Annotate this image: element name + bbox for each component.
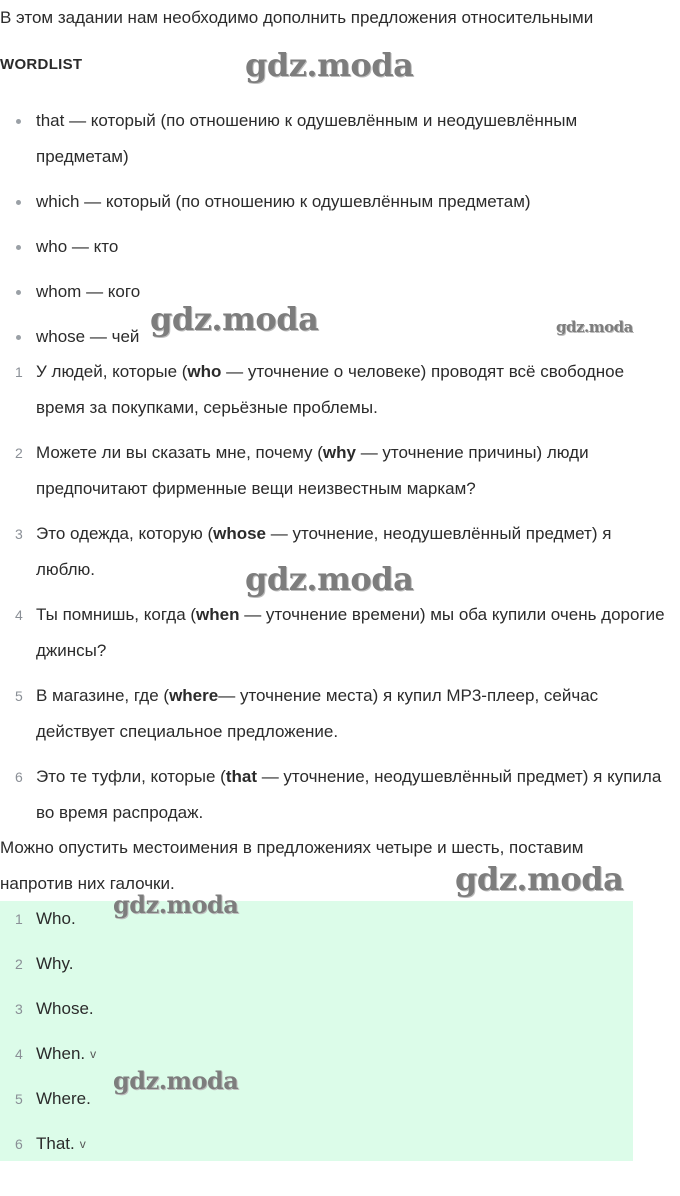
answer-item: 5 В магазине, где (where— уточнение места) я купил MP3-плеер, сейчас действует специальное предложение. — [0, 678, 670, 750]
list-number: 6 — [15, 1136, 23, 1152]
bullet-icon — [16, 200, 21, 205]
list-number: 3 — [15, 1001, 23, 1017]
list-number: 3 — [15, 526, 23, 542]
watermark: gdz.moda — [455, 860, 624, 898]
watermark: gdz.moda — [113, 1066, 239, 1095]
bullet-icon — [16, 335, 21, 340]
watermark: gdz.moda — [245, 560, 414, 598]
answer-word: when — [196, 605, 240, 624]
bullet-icon — [16, 119, 21, 124]
list-number: 5 — [15, 1091, 23, 1107]
short-answer-item: 5 Where. — [0, 1081, 96, 1117]
list-number: 1 — [15, 911, 23, 927]
list-item: who — кто — [0, 229, 660, 265]
watermark: gdz.moda — [150, 300, 319, 338]
list-number: 4 — [15, 1046, 23, 1062]
intro-text: В этом задании нам необходимо дополнить предложения относительными — [0, 8, 594, 27]
short-answer-item: 3 Whose. — [0, 991, 96, 1027]
list-number: 5 — [15, 688, 23, 704]
list-number: 2 — [15, 956, 23, 972]
list-number: 4 — [15, 607, 23, 623]
watermark: gdz.moda — [556, 318, 633, 336]
check-mark-icon: v — [79, 1137, 86, 1151]
answer-word: where — [169, 686, 219, 705]
short-answer-item: 6 That. v — [0, 1126, 96, 1162]
answer-word: who — [187, 362, 222, 381]
list-item: whom — кого — [0, 274, 660, 310]
answer-item: 2 Можете ли вы сказать мне, почему (why — уточнение причины) люди предпочитают фирменные вещи неизвестным маркам? — [0, 435, 670, 507]
wordlist-heading: WORDLIST — [0, 56, 83, 73]
bullet-icon — [16, 290, 21, 295]
answer-item: 3 Это одежда, которую (whose — уточнение, неодушевлённый предмет) я люблю. — [0, 516, 670, 588]
answer-item: 4 Ты помнишь, когда (when — уточнение времени) мы оба купили очень дорогие джинсы? — [0, 597, 670, 669]
watermark: gdz.moda — [113, 890, 239, 919]
answer-word: that — [225, 767, 257, 786]
list-number: 6 — [15, 769, 23, 785]
answer-word: whose — [213, 524, 267, 543]
answer-word: why — [322, 443, 356, 462]
short-answer-item: 1 Who. — [0, 901, 96, 937]
answer-item: 1 У людей, которые (who — уточнение о человеке) проводят всё свободное время за покупками, серьёзные проблемы. — [0, 354, 670, 426]
list-item: whose — чей — [0, 319, 660, 355]
list-item: which — который (по отношению к одушевлённым предметам) — [0, 184, 660, 220]
watermark: gdz.moda — [245, 46, 414, 84]
short-answers-list — [0, 901, 96, 1171]
bullet-icon — [16, 245, 21, 250]
list-number: 2 — [15, 445, 23, 461]
answer-item: 6 Это те туфли, которые (that — уточнение, неодушевлённый предмет) я купила во время распродаж. — [0, 759, 670, 831]
closing-text: Можно опустить местоимения в предложениях четыре и шесть, поставим напротив них галочки. — [0, 838, 584, 893]
short-answer-item: 2 Why. — [0, 946, 96, 982]
check-mark-icon: v — [90, 1047, 97, 1061]
list-item: that — который (по отношению к одушевлённым и неодушевлённым предметам) — [0, 103, 660, 175]
short-answer-item: 4 When. v — [0, 1036, 96, 1072]
list-number: 1 — [15, 364, 23, 380]
